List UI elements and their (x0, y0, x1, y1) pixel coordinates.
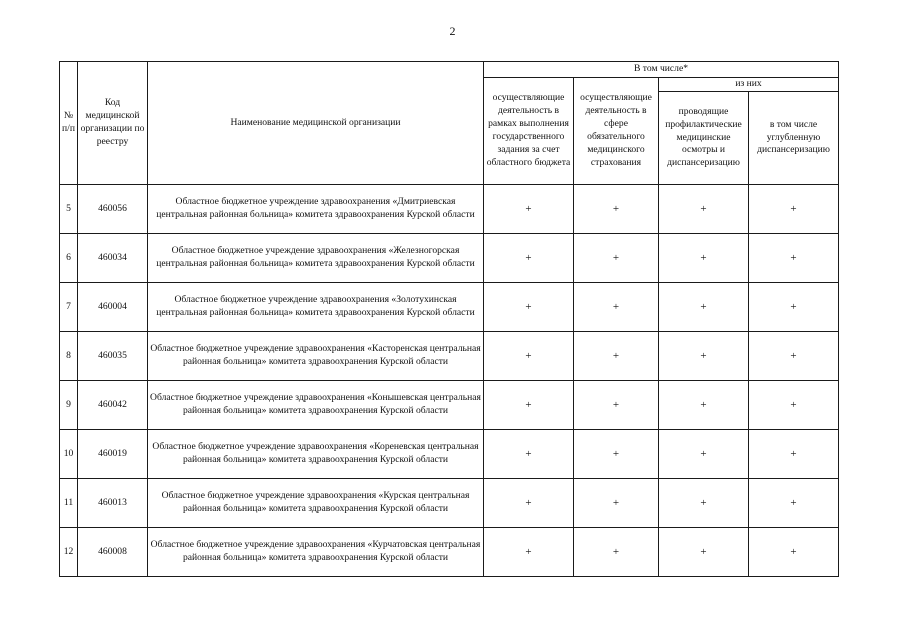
registry-code-cell: 460056 (78, 185, 148, 234)
oms-mark: + (574, 528, 659, 577)
page-number: 2 (449, 24, 456, 38)
header-state-task: осуществляющие деятельность в рамках выполнения государственного задания за счет областного бюджета (484, 78, 574, 185)
medical-organizations-table (59, 61, 839, 577)
organization-name-cell: Областное бюджетное учреждение здравоохранения «Дмитриевская центральная районная больница» комитета здравоохранения Курской области (148, 185, 484, 234)
organization-name-cell: Областное бюджетное учреждение здравоохранения «Курчатовская центральная районная больница» комитета здравоохранения Курской области (148, 528, 484, 577)
table-row (60, 234, 839, 283)
oms-mark: + (574, 283, 659, 332)
in-depth-mark: + (749, 479, 839, 528)
prophylactic-mark: + (659, 283, 749, 332)
table-row (60, 185, 839, 234)
state-task-mark: + (484, 381, 574, 430)
oms-mark: + (574, 479, 659, 528)
oms-mark: + (574, 332, 659, 381)
table-row (60, 283, 839, 332)
header-oms: осуществляющие деятельность в сфере обязательного медицинского страхования (574, 78, 659, 185)
prophylactic-mark: + (659, 185, 749, 234)
header-in-depth-screening: в том числе углубленную диспансеризацию (749, 92, 839, 185)
header-including: В том числе* (484, 62, 839, 78)
row-number-cell: 11 (60, 479, 78, 528)
in-depth-mark: + (749, 234, 839, 283)
oms-mark: + (574, 234, 659, 283)
header-organization-name: Наименование медицинской организации (148, 62, 484, 185)
table-row (60, 332, 839, 381)
row-number-cell: 12 (60, 528, 78, 577)
state-task-mark: + (484, 332, 574, 381)
table-row (60, 528, 839, 577)
table-body (60, 185, 839, 577)
row-number-cell: 5 (60, 185, 78, 234)
registry-code-cell: 460013 (78, 479, 148, 528)
in-depth-mark: + (749, 185, 839, 234)
in-depth-mark: + (749, 332, 839, 381)
organization-name-cell: Областное бюджетное учреждение здравоохранения «Курская центральная районная больница» комитета здравоохранения Курской области (148, 479, 484, 528)
state-task-mark: + (484, 479, 574, 528)
organization-name-cell: Областное бюджетное учреждение здравоохранения «Золотухинская центральная районная больница» комитета здравоохранения Курской области (148, 283, 484, 332)
registry-code-cell: 460019 (78, 430, 148, 479)
row-number-cell: 7 (60, 283, 78, 332)
organization-name-cell: Областное бюджетное учреждение здравоохранения «Кореневская центральная районная больница» комитета здравоохранения Курской области (148, 430, 484, 479)
prophylactic-mark: + (659, 479, 749, 528)
row-number-cell: 9 (60, 381, 78, 430)
state-task-mark: + (484, 234, 574, 283)
row-number-cell: 8 (60, 332, 78, 381)
row-number-cell: 10 (60, 430, 78, 479)
prophylactic-mark: + (659, 528, 749, 577)
header-row-number: № п/п (60, 62, 78, 185)
header-of-them: из них (659, 78, 839, 92)
row-number-cell: 6 (60, 234, 78, 283)
organization-name-cell: Областное бюджетное учреждение здравоохранения «Касторенская центральная районная больница» комитета здравоохранения Курской области (148, 332, 484, 381)
prophylactic-mark: + (659, 381, 749, 430)
in-depth-mark: + (749, 430, 839, 479)
state-task-mark: + (484, 430, 574, 479)
state-task-mark: + (484, 283, 574, 332)
prophylactic-mark: + (659, 332, 749, 381)
header-prophylactic-exams: проводящие профилактические медицинские осмотры и диспансеризацию (659, 92, 749, 185)
organization-name-cell: Областное бюджетное учреждение здравоохранения «Конышевская центральная районная больница» комитета здравоохранения Курской области (148, 381, 484, 430)
registry-code-cell: 460004 (78, 283, 148, 332)
prophylactic-mark: + (659, 430, 749, 479)
oms-mark: + (574, 430, 659, 479)
registry-code-cell: 460042 (78, 381, 148, 430)
state-task-mark: + (484, 528, 574, 577)
prophylactic-mark: + (659, 234, 749, 283)
in-depth-mark: + (749, 381, 839, 430)
table-row (60, 430, 839, 479)
organization-name-cell: Областное бюджетное учреждение здравоохранения «Железногорская центральная районная больница» комитета здравоохранения Курской области (148, 234, 484, 283)
registry-code-cell: 460008 (78, 528, 148, 577)
table-row (60, 381, 839, 430)
table-row (60, 479, 839, 528)
in-depth-mark: + (749, 528, 839, 577)
oms-mark: + (574, 381, 659, 430)
in-depth-mark: + (749, 283, 839, 332)
registry-code-cell: 460035 (78, 332, 148, 381)
registry-code-cell: 460034 (78, 234, 148, 283)
state-task-mark: + (484, 185, 574, 234)
header-registry-code: Код медицинской организации по реестру (78, 62, 148, 185)
oms-mark: + (574, 185, 659, 234)
